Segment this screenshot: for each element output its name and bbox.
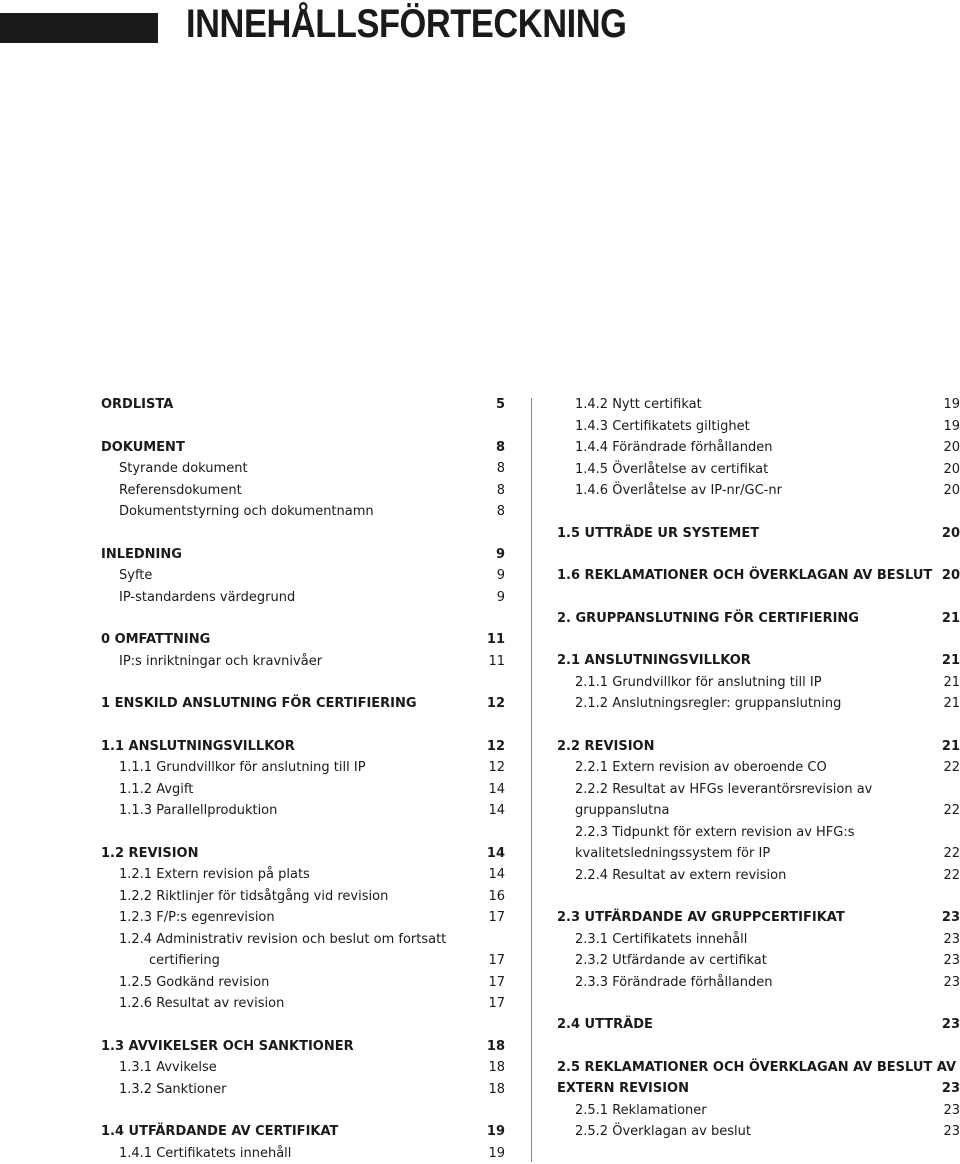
toc-entry-label: 2.2.1 Extern revision av oberoende CO — [557, 757, 827, 779]
toc-page-number: 12 — [479, 757, 505, 779]
toc-subsection-entry[interactable] — [557, 843, 960, 865]
toc-subsection-entry[interactable] — [101, 864, 505, 886]
toc-subsection-entry[interactable] — [557, 480, 960, 502]
toc-page-number: 23 — [934, 1078, 960, 1100]
toc-subsection-entry[interactable] — [557, 950, 960, 972]
toc-entry-label: 1.3 AVVIKELSER OCH SANKTIONER — [101, 1036, 354, 1058]
toc-subsection-entry[interactable] — [557, 779, 960, 801]
toc-spacer — [557, 1036, 960, 1057]
toc-entry-label: 1.1.1 Grundvillkor för anslutning till IP — [101, 757, 366, 779]
toc-subsection-entry[interactable] — [101, 929, 505, 951]
toc-page-number: 23 — [934, 929, 960, 951]
toc-spacer — [101, 523, 505, 544]
toc-entry-label: 2.5.1 Reklamationer — [557, 1100, 707, 1122]
toc-subsection-entry[interactable] — [557, 865, 960, 887]
toc-entry-label: 2.1.2 Anslutningsregler: gruppanslutning — [557, 693, 841, 715]
toc-page-number: 18 — [479, 1036, 505, 1058]
toc-spacer — [101, 822, 505, 843]
toc-subsection-entry[interactable] — [557, 822, 960, 844]
toc-subsection-entry[interactable] — [557, 693, 960, 715]
toc-section-entry[interactable] — [557, 650, 960, 672]
toc-entry-label: 2.2.4 Resultat av extern revision — [557, 865, 786, 887]
toc-entry-label: 2.3.1 Certifikatets innehåll — [557, 929, 747, 951]
toc-page-number: 14 — [479, 800, 505, 822]
toc-page-number: 23 — [934, 950, 960, 972]
toc-spacer — [101, 608, 505, 629]
toc-entry-label: 1.2.2 Riktlinjer för tidsåtgång vid revision — [101, 886, 388, 908]
toc-spacer — [557, 629, 960, 650]
toc-spacer — [557, 886, 960, 907]
toc-entry-label: 1.4 UTFÄRDANDE AV CERTIFIKAT — [101, 1121, 338, 1143]
page-title: INNEHÅLLSFÖRTECKNING — [186, 2, 627, 47]
toc-entry-label: DOKUMENT — [101, 437, 185, 459]
toc-subsection-entry[interactable] — [101, 1057, 505, 1079]
toc-page-number: 19 — [934, 394, 960, 416]
toc-page-number: 23 — [934, 1014, 960, 1036]
toc-page-number: 14 — [479, 779, 505, 801]
toc-entry-label: Referensdokument — [101, 480, 242, 502]
toc-entry-label: 1 ENSKILD ANSLUTNING FÖR CERTIFIERING — [101, 693, 417, 715]
toc-section-entry[interactable] — [557, 1078, 960, 1100]
toc-page-number: 22 — [934, 843, 960, 865]
toc-spacer — [557, 715, 960, 736]
toc-entry-label: 1.4.4 Förändrade förhållanden — [557, 437, 772, 459]
toc-subsection-entry[interactable] — [557, 437, 960, 459]
toc-spacer — [101, 416, 505, 437]
toc-page-number: 12 — [479, 736, 505, 758]
toc-subsection-entry[interactable] — [101, 950, 505, 972]
toc-subsection-entry[interactable] — [101, 972, 505, 994]
toc-subsection-entry[interactable] — [101, 501, 505, 523]
toc-section-entry[interactable] — [557, 1014, 960, 1036]
toc-page-number: 11 — [479, 651, 505, 673]
toc-entry-label: 1.4.3 Certifikatets giltighet — [557, 416, 750, 438]
toc-entry-label: 2.2.3 Tidpunkt för extern revision av HFG:s — [557, 822, 855, 844]
toc-entry-label: IP:s inriktningar och kravnivåer — [101, 651, 322, 673]
toc-section-entry[interactable] — [101, 544, 505, 566]
toc-entry-label: 2.2.2 Resultat av HFGs leverantörsrevision av — [557, 779, 872, 801]
toc-section-entry[interactable] — [557, 907, 960, 929]
toc-subsection-entry[interactable] — [557, 929, 960, 951]
toc-page-number: 20 — [934, 523, 960, 545]
column-divider — [531, 398, 532, 1162]
toc-page-number: 22 — [934, 800, 960, 822]
toc-entry-label: 1.1 ANSLUTNINGSVILLKOR — [101, 736, 295, 758]
toc-spacer — [101, 672, 505, 693]
toc-page-number: 17 — [479, 993, 505, 1015]
toc-page-number: 23 — [934, 1100, 960, 1122]
toc-page-number: 21 — [934, 672, 960, 694]
toc-page-number: 14 — [479, 843, 505, 865]
toc-subsection-entry[interactable] — [101, 757, 505, 779]
toc-subsection-entry[interactable] — [101, 565, 505, 587]
toc-page-number: 19 — [934, 416, 960, 438]
toc-page-number: 8 — [479, 501, 505, 523]
toc-entry-label: 2.1 ANSLUTNINGSVILLKOR — [557, 650, 751, 672]
toc-section-entry[interactable] — [101, 437, 505, 459]
toc-entry-label: IP-standardens värdegrund — [101, 587, 295, 609]
toc-entry-label: 2.3.2 Utfärdande av certifikat — [557, 950, 767, 972]
toc-subsection-entry[interactable] — [557, 800, 960, 822]
toc-page-number: 20 — [934, 565, 960, 587]
toc-page-number: 8 — [479, 480, 505, 502]
toc-section-entry[interactable] — [557, 523, 960, 545]
toc-section-entry[interactable] — [557, 1057, 960, 1079]
toc-spacer — [101, 1100, 505, 1121]
toc-page-number: 9 — [479, 544, 505, 566]
toc-entry-label: 1.1.2 Avgift — [101, 779, 193, 801]
toc-section-entry[interactable] — [101, 1036, 505, 1058]
toc-entry-label: 1.6 REKLAMATIONER OCH ÖVERKLAGAN AV BESLUT — [557, 565, 932, 587]
toc-subsection-entry[interactable] — [101, 1079, 505, 1101]
toc-page-number: 19 — [479, 1121, 505, 1143]
toc-section-entry[interactable] — [557, 608, 960, 630]
toc-entry-label: 1.2.5 Godkänd revision — [101, 972, 269, 994]
toc-spacer — [101, 715, 505, 736]
toc-entry-label: Syfte — [101, 565, 152, 587]
toc-page-number: 22 — [934, 757, 960, 779]
toc-entry-label: 1.4.5 Överlåtelse av certifikat — [557, 459, 768, 481]
toc-section-entry[interactable] — [557, 565, 960, 587]
toc-page-number: 5 — [479, 394, 505, 416]
toc-page-number: 19 — [479, 1143, 505, 1164]
toc-subsection-entry[interactable] — [101, 587, 505, 609]
toc-page-number: 23 — [934, 907, 960, 929]
toc-entry-label: 0 OMFATTNING — [101, 629, 210, 651]
toc-subsection-entry[interactable] — [557, 459, 960, 481]
toc-subsection-entry[interactable] — [101, 651, 505, 673]
title-bar-decoration — [0, 13, 158, 43]
toc-section-entry[interactable] — [101, 394, 505, 416]
toc-entry-label: 1.2.4 Administrativ revision och beslut om fortsatt — [101, 929, 446, 951]
toc-spacer — [557, 502, 960, 523]
toc-entry-label: Dokumentstyrning och dokumentnamn — [101, 501, 374, 523]
toc-subsection-entry[interactable] — [101, 907, 505, 929]
toc-column-right — [557, 394, 960, 1143]
toc-subsection-entry[interactable] — [101, 480, 505, 502]
toc-page-number: 23 — [934, 1121, 960, 1143]
toc-entry-label: INLEDNING — [101, 544, 182, 566]
toc-entry-label: 2.5.2 Överklagan av beslut — [557, 1121, 751, 1143]
toc-entry-label: 2.2 REVISION — [557, 736, 654, 758]
toc-entry-label: 1.1.3 Parallellproduktion — [101, 800, 277, 822]
toc-page-number: 14 — [479, 864, 505, 886]
toc-page-number: 21 — [934, 736, 960, 758]
toc-entry-label: certifiering — [101, 950, 220, 972]
toc-page-number: 17 — [479, 950, 505, 972]
toc-entry-label: 1.4.2 Nytt certifikat — [557, 394, 702, 416]
toc-entry-label: 2. GRUPPANSLUTNING FÖR CERTIFIERING — [557, 608, 859, 630]
toc-subsection-entry[interactable] — [101, 993, 505, 1015]
toc-entry-label: EXTERN REVISION — [557, 1078, 689, 1100]
toc-entry-label: 1.5 UTTRÄDE UR SYSTEMET — [557, 523, 759, 545]
toc-page-number: 20 — [934, 437, 960, 459]
toc-subsection-entry[interactable] — [101, 886, 505, 908]
toc-subsection-entry[interactable] — [557, 394, 960, 416]
toc-page-number: 21 — [934, 650, 960, 672]
toc-entry-label: 1.2.1 Extern revision på plats — [101, 864, 310, 886]
toc-page-number: 20 — [934, 459, 960, 481]
toc-subsection-entry[interactable] — [101, 1143, 505, 1164]
toc-spacer — [557, 993, 960, 1014]
toc-entry-label: 2.4 UTTRÄDE — [557, 1014, 653, 1036]
toc-column-left — [101, 394, 505, 1164]
toc-page-number: 9 — [479, 587, 505, 609]
toc-entry-label: 1.2 REVISION — [101, 843, 198, 865]
toc-page-number: 22 — [934, 865, 960, 887]
toc-entry-label: 1.2.6 Resultat av revision — [101, 993, 284, 1015]
toc-subsection-entry[interactable] — [101, 779, 505, 801]
toc-page-number: 16 — [479, 886, 505, 908]
toc-subsection-entry[interactable] — [101, 458, 505, 480]
toc-section-entry[interactable] — [101, 693, 505, 715]
toc-entry-label: ORDLISTA — [101, 394, 173, 416]
toc-page-number: 17 — [479, 972, 505, 994]
toc-page-number: 8 — [479, 458, 505, 480]
toc-spacer — [101, 1015, 505, 1036]
toc-section-entry[interactable] — [557, 736, 960, 758]
toc-subsection-entry[interactable] — [557, 1121, 960, 1143]
toc-section-entry[interactable] — [101, 843, 505, 865]
toc-entry-label: kvalitetsledningssystem för IP — [557, 843, 770, 865]
toc-page-number: 17 — [479, 907, 505, 929]
toc-subsection-entry[interactable] — [557, 757, 960, 779]
toc-section-entry[interactable] — [101, 736, 505, 758]
toc-entry-label: 1.2.3 F/P:s egenrevision — [101, 907, 275, 929]
toc-page-number: 21 — [934, 608, 960, 630]
toc-page-number: 8 — [479, 437, 505, 459]
toc-subsection-entry[interactable] — [557, 672, 960, 694]
toc-spacer — [557, 544, 960, 565]
toc-section-entry[interactable] — [101, 629, 505, 651]
toc-entry-label: 2.3.3 Förändrade förhållanden — [557, 972, 772, 994]
toc-entry-label: Styrande dokument — [101, 458, 248, 480]
toc-page-number: 23 — [934, 972, 960, 994]
toc-spacer — [557, 587, 960, 608]
toc-subsection-entry[interactable] — [557, 972, 960, 994]
toc-entry-label: 1.3.1 Avvikelse — [101, 1057, 217, 1079]
toc-page-number: 11 — [479, 629, 505, 651]
toc-entry-label: gruppanslutna — [557, 800, 669, 822]
toc-page-number: 18 — [479, 1079, 505, 1101]
toc-page-number: 18 — [479, 1057, 505, 1079]
toc-entry-label: 1.3.2 Sanktioner — [101, 1079, 226, 1101]
toc-entry-label: 2.1.1 Grundvillkor för anslutning till IP — [557, 672, 822, 694]
toc-entry-label: 2.5 REKLAMATIONER OCH ÖVERKLAGAN AV BESLUT AV — [557, 1057, 956, 1079]
toc-section-entry[interactable] — [101, 1121, 505, 1143]
toc-subsection-entry[interactable] — [557, 1100, 960, 1122]
toc-entry-label: 1.4.1 Certifikatets innehåll — [101, 1143, 291, 1164]
toc-page-number: 20 — [934, 480, 960, 502]
toc-page-number: 9 — [479, 565, 505, 587]
toc-page-number: 21 — [934, 693, 960, 715]
toc-subsection-entry[interactable] — [101, 800, 505, 822]
toc-subsection-entry[interactable] — [557, 416, 960, 438]
toc-page-number: 12 — [479, 693, 505, 715]
toc-entry-label: 2.3 UTFÄRDANDE AV GRUPPCERTIFIKAT — [557, 907, 845, 929]
toc-entry-label: 1.4.6 Överlåtelse av IP-nr/GC-nr — [557, 480, 782, 502]
